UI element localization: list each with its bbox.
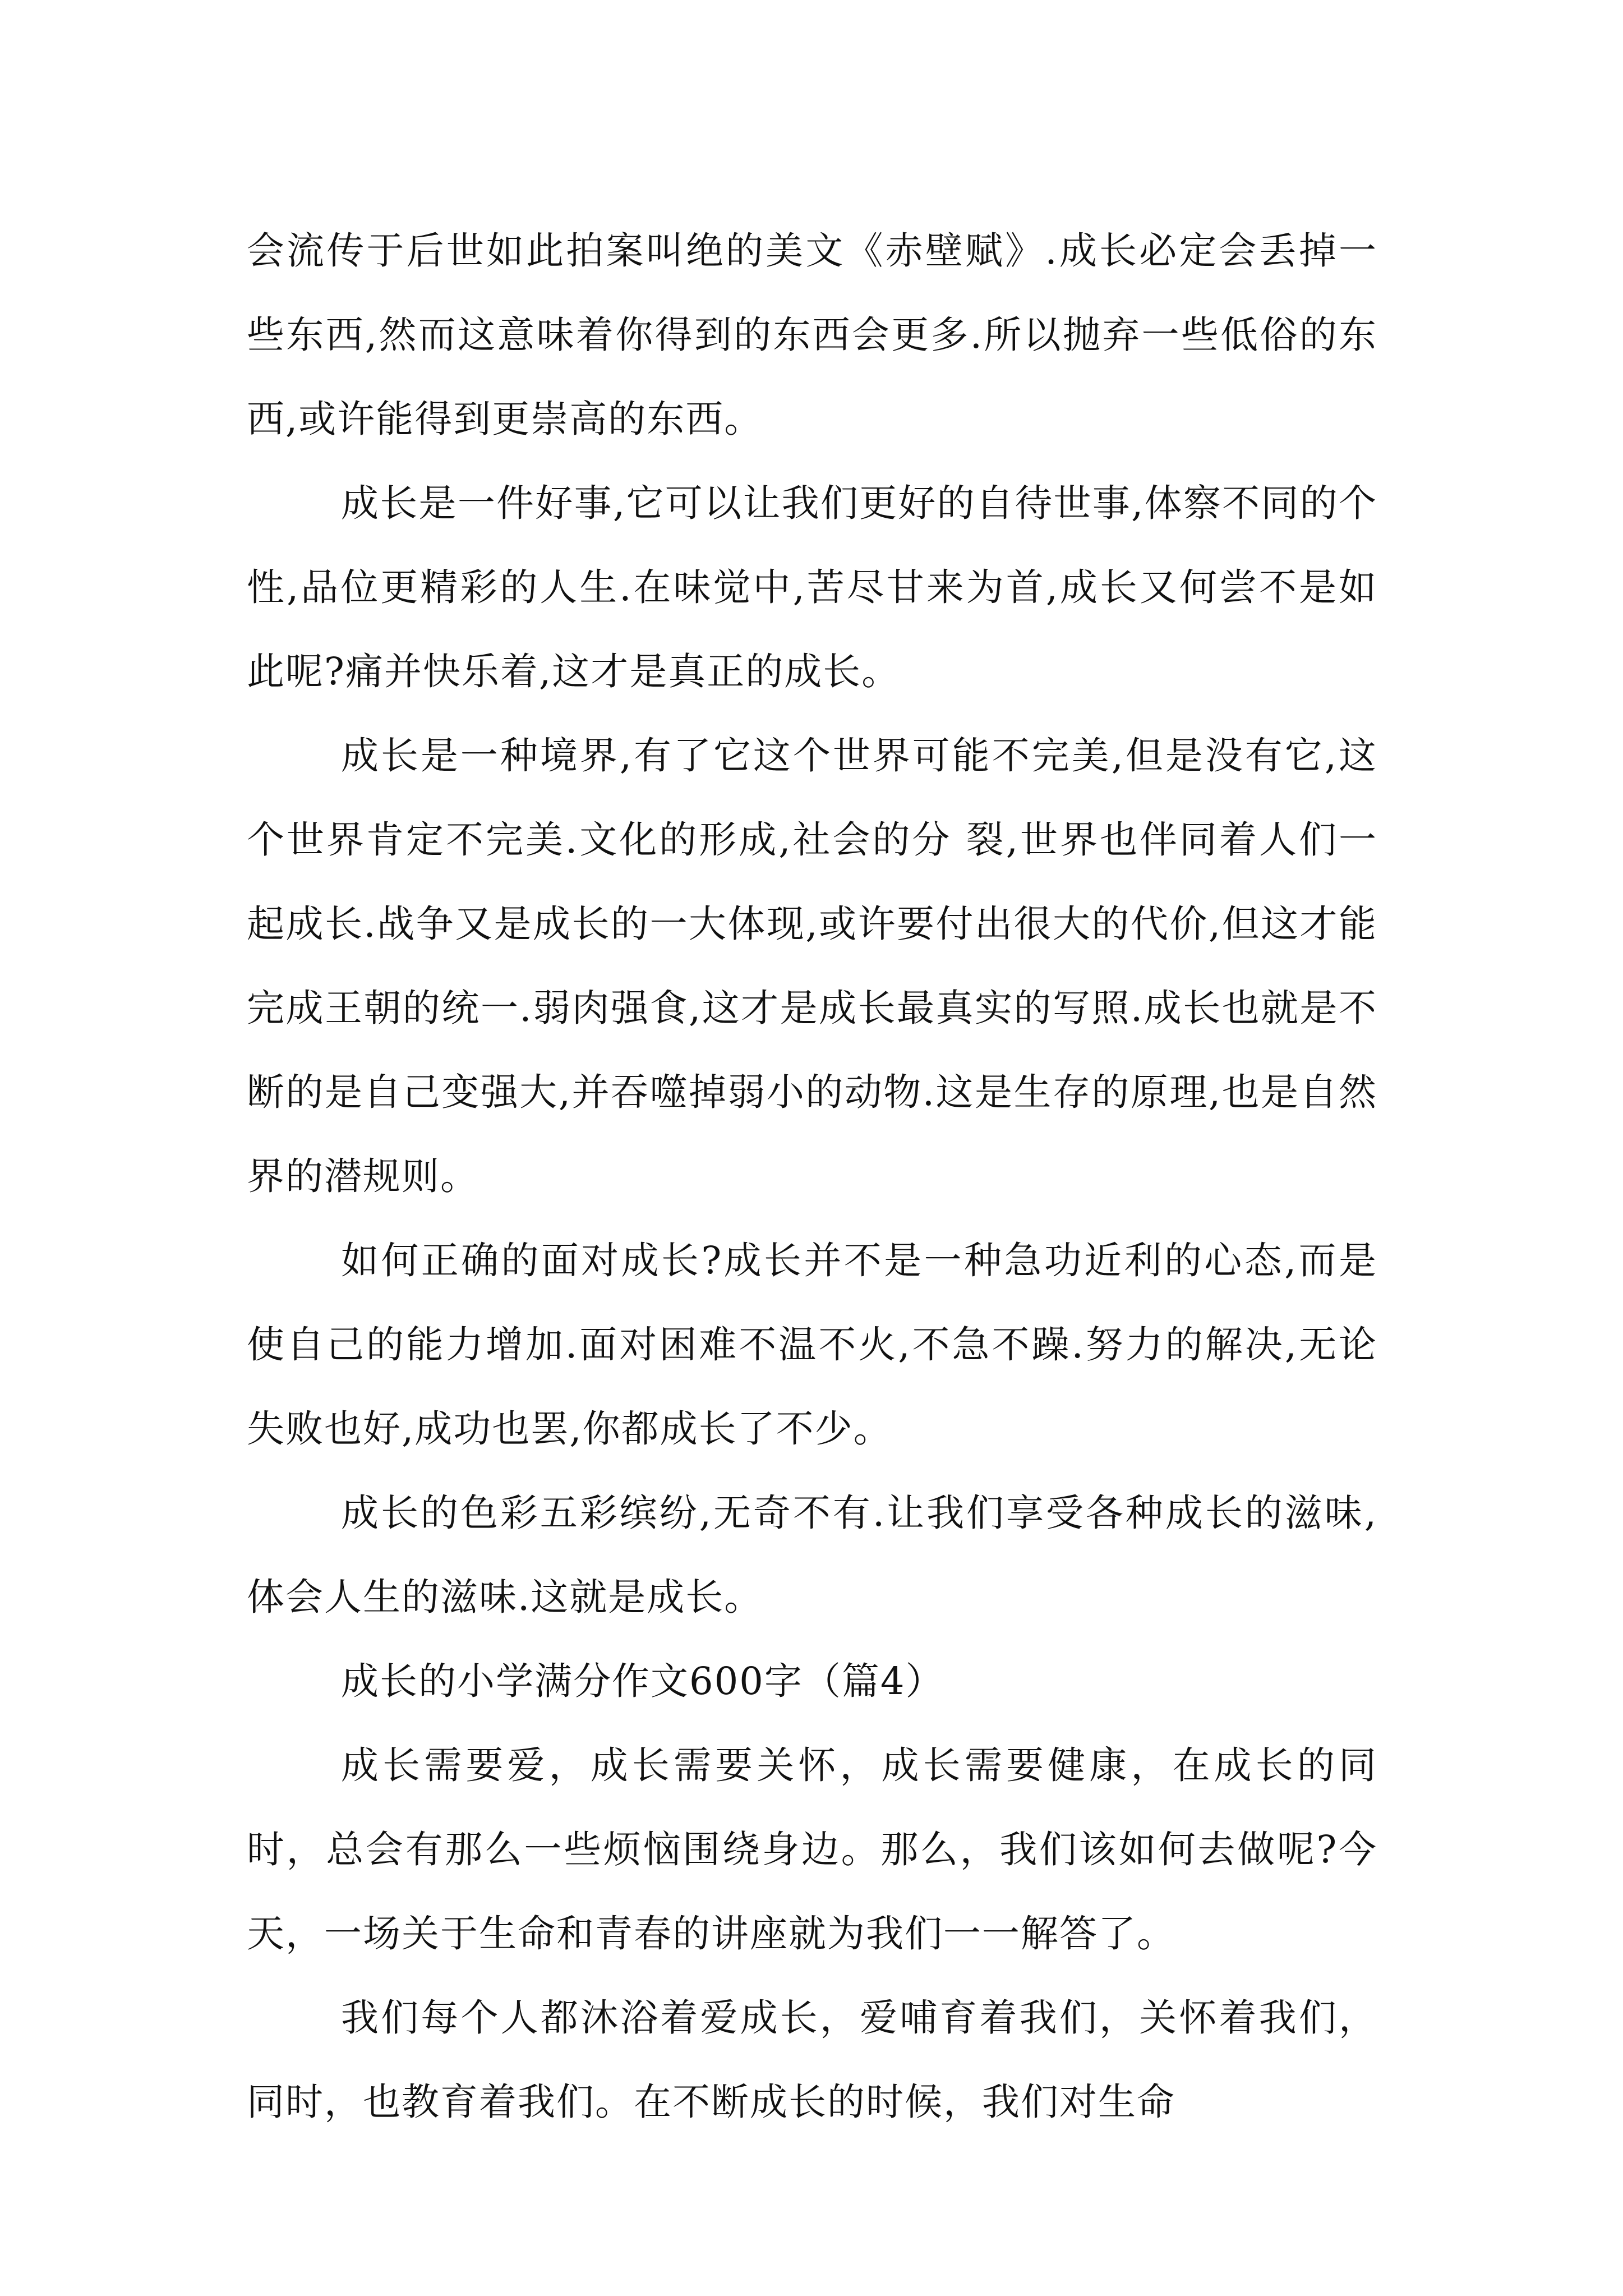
paragraph-continuation: 会流传于后世如此拍案叫绝的美文《赤壁赋》.成长必定会丢掉一些东西,然而这意味着你得到的东西会更多.所以抛弃一些低俗的东西,或许能得到更崇高的东西。 [247,229,1377,441]
paragraph: 如何正确的面对成长?成长并不是一种急功近利的心态,而是使自己的能力增加.面对困难不温不火,不急不躁.努力的解决,无论失败也好,成功也罢,你都成长了不少。 [247,1239,1377,1451]
paragraph: 成长需要爱，成长需要关怀，成长需要健康，在成长的同时，总会有那么一些烦恼围绕身边。那么，我们该如何去做呢?今天，一场关于生命和青春的讲座就为我们一一解答了。 [247,1743,1377,1955]
essay-heading: 成长的小学满分作文600字（篇4） [341,1659,944,1703]
paragraph: 成长是一种境界,有了它这个世界可能不完美,但是没有它,这个世界肯定不完美.文化的形成,社会的分 裂,世界也伴同着人们一起成长.战争又是成长的一大体现,或许要付出很大的代价,但这才能完成王朝的统一.弱肉强食,这才是成长最真实的写照.成长也就是不断的是自己变强大,并吞噬掉弱小的动物.这是生存的原理,也是自然界的潜规则。 [247,734,1377,1198]
paragraph: 成长的色彩五彩缤纷,无奇不有.让我们享受各种成长的滋味,体会人生的滋味.这就是成长。 [247,1491,1377,1619]
document-body [247,209,1377,2144]
paragraph: 成长是一件好事,它可以让我们更好的自待世事,体察不同的个性,品位更精彩的人生.在味觉中,苦尽甘来为首,成长又何尝不是如此呢?痛并快乐着,这才是真正的成长。 [247,481,1377,693]
paragraph: 我们每个人都沐浴着爱成长，爱哺育着我们，关怀着我们，同时，也教育着我们。在不断成长的时候，我们对生命 [247,1996,1377,2124]
